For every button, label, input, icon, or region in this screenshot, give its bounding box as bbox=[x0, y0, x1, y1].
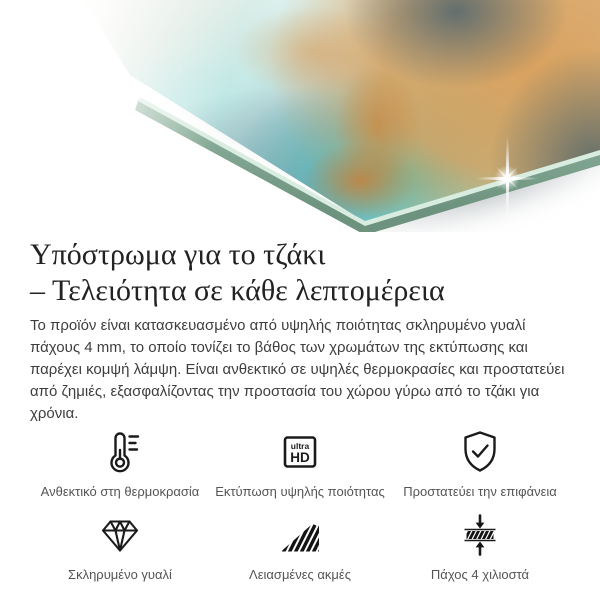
diamond-icon bbox=[96, 511, 144, 559]
feature-print-quality bbox=[210, 428, 390, 500]
feature-label: Προστατεύει την επιφάνεια bbox=[403, 484, 557, 499]
page-title bbox=[30, 237, 570, 309]
ultra-hd-icon bbox=[276, 428, 324, 476]
feature-surface-protection bbox=[390, 428, 570, 500]
feature-label: Λειασμένες ακμές bbox=[249, 567, 351, 582]
shield-check-icon bbox=[456, 428, 504, 476]
page-title-line2: – Τελειότητα σε κάθε λεπτομέρεια bbox=[30, 274, 445, 307]
feature-temperature bbox=[30, 428, 210, 500]
page-title-line1: Υπόστρωμα για το τζάκι bbox=[30, 238, 326, 271]
product-photo bbox=[0, 0, 600, 232]
feature-thickness bbox=[390, 511, 570, 583]
feature-label: Σκληρυμένο γυαλί bbox=[68, 567, 172, 582]
thickness-icon bbox=[456, 511, 504, 559]
ultra-hd-icon-bottom-text: HD bbox=[290, 450, 310, 465]
polished-edges-icon bbox=[276, 511, 324, 559]
ultra-hd-icon-top-text: ultra bbox=[290, 441, 310, 451]
feature-label: Πάχος 4 χιλιοστά bbox=[430, 567, 530, 582]
product-description-section bbox=[0, 232, 600, 583]
feature-label: Ανθεκτικό στη θερμοκρασία bbox=[40, 484, 200, 499]
thermometer-icon bbox=[96, 428, 144, 476]
feature-tempered-glass bbox=[30, 511, 210, 583]
feature-label: Εκτύπωση υψηλής ποιότητας bbox=[215, 484, 385, 499]
product-description: Το προϊόν είναι κατασκευασμένο από υψηλής ποιότητας σκληρυμένο γυαλί πάχους 4 mm, το οποίο τονίζει το βάθος των χρωμάτων της εκτύπωσης και παρέχει κομψή λάμψη. Είναι ανθεκτικό σε υψηλές θερμοκρασίες και προστατεύει από ζημιές, εξασφαλίζοντας την προστασία του χώρου γύρω από το τζάκι για χρόνια. bbox=[30, 317, 565, 422]
feature-polished-edges bbox=[210, 511, 390, 583]
feature-grid bbox=[30, 428, 570, 583]
